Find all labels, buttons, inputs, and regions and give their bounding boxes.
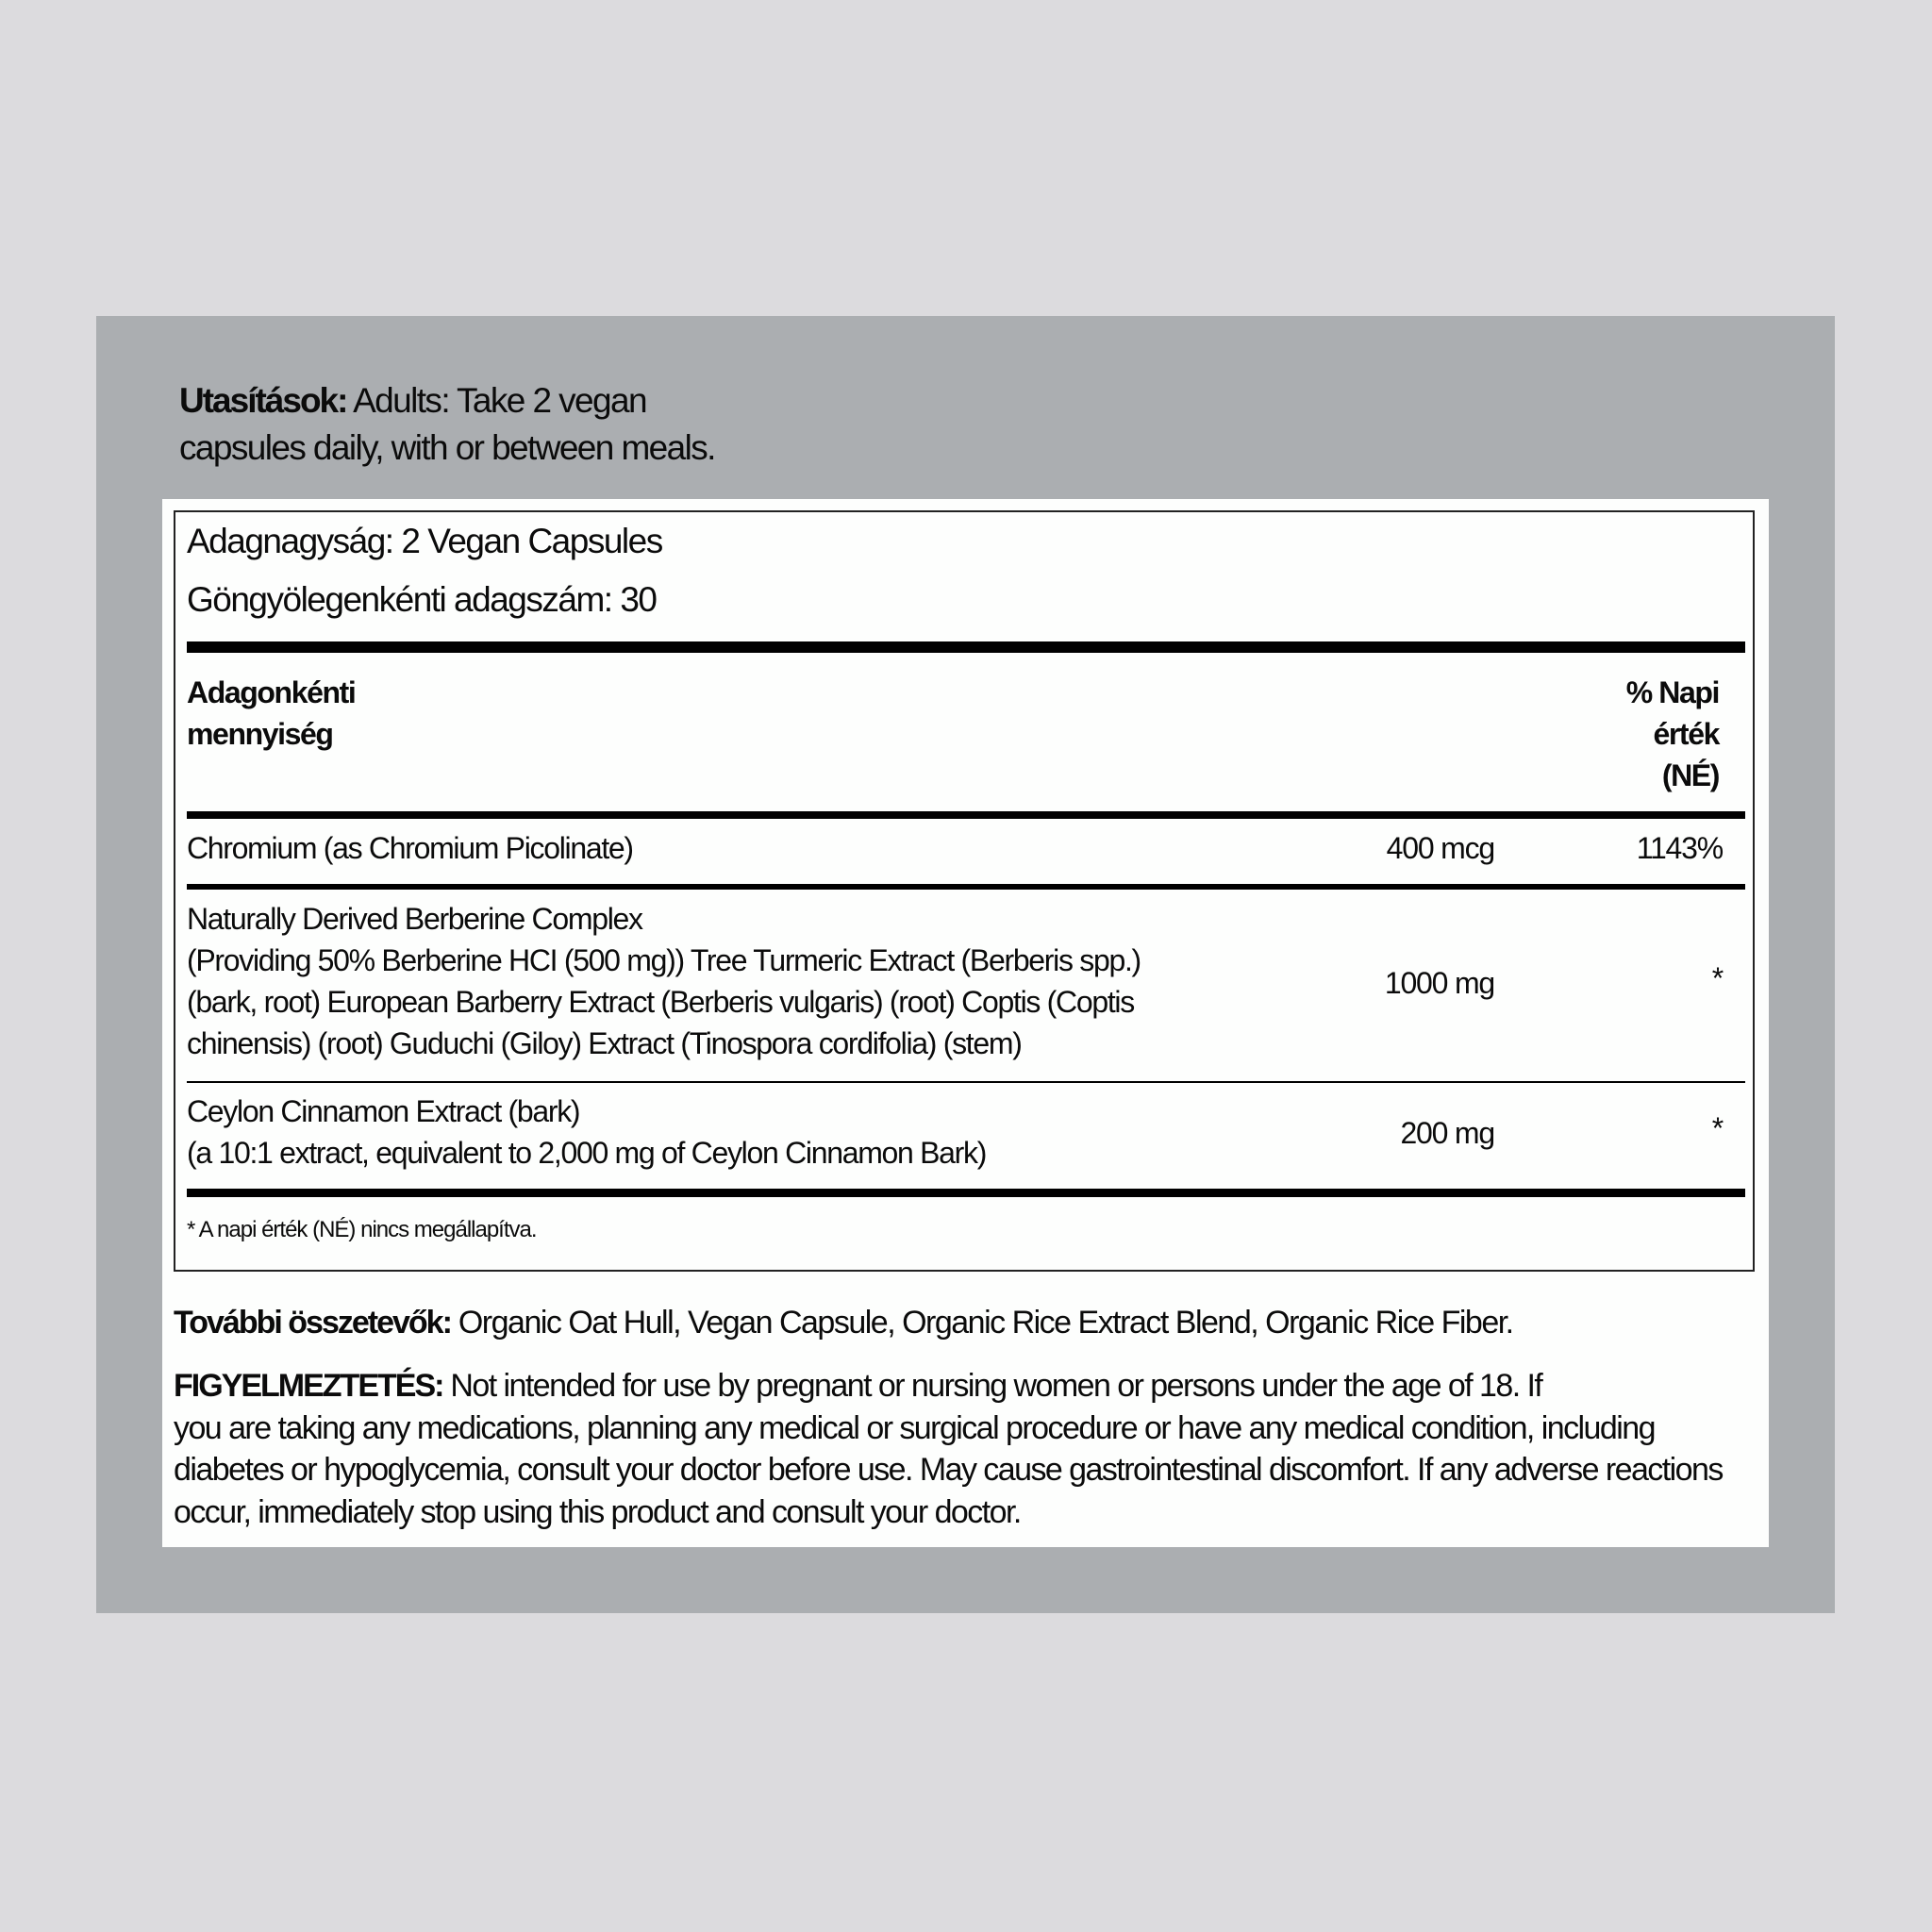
daily-value-footnote: * A napi érték (NÉ) nincs megállapítva. — [187, 1217, 537, 1242]
other-ingredients — [174, 1302, 1513, 1343]
bottom-thick-divider — [187, 1189, 1745, 1197]
other-ingredients-label: További összetevők: — [174, 1305, 451, 1341]
nutrient-amount: 200 mg — [1400, 1116, 1494, 1150]
directions-text-line2: capsules daily, with or between meals. — [179, 428, 715, 467]
nutrient-daily-value: * — [1711, 1111, 1723, 1145]
amount-per-serving-header: Adagonkénti mennyiség — [187, 675, 356, 751]
warning-label: FIGYELMEZTETÉS: — [174, 1368, 443, 1404]
nutrient-name: Ceylon Cinnamon Extract (bark) (a 10:1 extract, equivalent to 2,000 mg of Ceylon Cinnamon Bark) — [187, 1094, 987, 1170]
nutrient-daily-value: 1143% — [1636, 831, 1723, 865]
nutrient-name: Naturally Derived Berberine Complex (Providing 50% Berberine HCI (500 mg)) Tree Turmeric Extract (Berberis spp.) (bark, root) European Barberry Extract (Berberis vulgaris) (root) Coptis (Coptis chinensis) (root) Guduchi (Giloy) Extract (Tinospora cordifolia) (stem) — [187, 902, 1141, 1060]
directions-text-line1: Adults: Take 2 vegan — [346, 381, 646, 420]
row-divider — [187, 884, 1745, 890]
thin-row-divider — [187, 1081, 1745, 1083]
warning-section: FIGYELMEZTETÉS: Not intended for use by pregnant or nursing women or persons under the age of 18. If you are taking any medications, planning any medical or surgical procedure or have any medical condition, including diabetes or hypoglycemia, consult your doctor before use. May cause gastrointestinal discomfort. If any adverse reactions occur, immediately stop using this product and consult your doctor. — [174, 1368, 1723, 1530]
other-ingredients-text: Organic Oat Hull, Vegan Capsule, Organic Rice Extract Blend, Organic Rice Fiber. — [450, 1305, 1513, 1341]
nutrient-amount: 1000 mg — [1384, 966, 1494, 1000]
serving-size: Adagnagyság: 2 Vegan Capsules — [187, 522, 662, 560]
thick-divider — [187, 641, 1745, 653]
daily-value-header: % Napi érték (NÉ) — [1625, 675, 1719, 792]
nutrient-name: Chromium (as Chromium Picolinate) — [187, 831, 633, 865]
directions-label: Utasítások: — [179, 381, 347, 420]
header-divider — [187, 811, 1745, 819]
directions-section — [179, 377, 1028, 472]
nutrient-daily-value: * — [1711, 961, 1723, 995]
servings-per-container: Göngyölegenkénti adagszám: 30 — [187, 580, 657, 619]
nutrient-amount: 400 mcg — [1386, 831, 1494, 865]
supplement-facts-table — [174, 510, 1755, 1272]
